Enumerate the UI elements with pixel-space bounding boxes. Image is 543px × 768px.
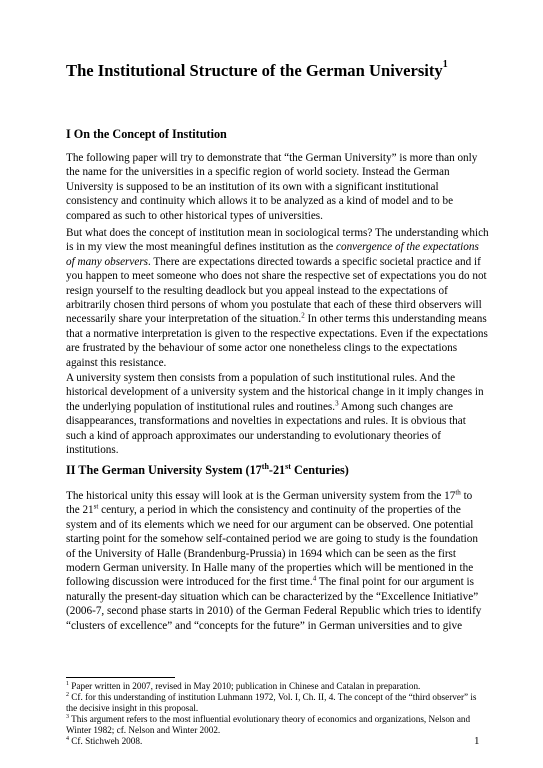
footnote-separator [66, 677, 175, 678]
superscript: st [93, 502, 99, 511]
text-line: “clusters of excellence” and “concepts for the future” in German universities and to give [66, 619, 463, 632]
footnote-text: Cf. Stichweh 2008. [69, 736, 143, 747]
superscript: th [261, 461, 269, 471]
text-line: The following paper will try to demonstrate that “the German University” is more than only [66, 152, 478, 164]
text-line [66, 503, 486, 517]
text-line: system and of its elements which we need for our argument can be observed. One potential [66, 518, 474, 531]
footnote-text: Cf. for this understanding of institution Luhmann 1972, Vol. I, Ch. II, 4. The concept of the “third observer” is [69, 692, 477, 703]
text-line: consistency and continuity which allows it to be analyzed as a kind of model and to be [66, 195, 454, 208]
footnote-ref-1: 1 [442, 59, 448, 71]
section-heading-2 [66, 463, 349, 478]
text-line: arbitrarily chosen third persons of whom you postulate that each of these third observers will [66, 298, 482, 311]
footnote-2 [66, 692, 496, 703]
superscript: st [285, 461, 291, 471]
footnote-ref-4: 4 [312, 574, 317, 583]
text-run: necessarily share your interpretation of the situation. [66, 313, 302, 326]
text-line: you happen to meet someone who does not share the respective set of expectations you do not [66, 270, 487, 283]
text-line: institutions. [66, 443, 119, 456]
text-run: the underlying population of institutional rules and routines. [66, 400, 336, 413]
paper-title-text: The Institutional Structure of the German University [66, 61, 443, 80]
emphasis-text: of many observers [66, 255, 149, 268]
text-run: In other terms this understanding means [304, 313, 487, 326]
text-line: compared as such to other historical types of universities. [66, 209, 323, 222]
footnote-1 [66, 681, 496, 692]
heading-text: Centuries) [290, 463, 349, 477]
text-line: But what does the concept of institution mean in sociological terms? The understanding which [66, 227, 489, 239]
paragraph-2 [66, 226, 489, 370]
footnote-number: 1 [66, 680, 69, 687]
text-line [66, 312, 486, 326]
text-line: (2006-7, second phase starts in 2010) of the German Federal Republic which tries to identify [66, 605, 482, 618]
text-line: historical development of a university system and the historical change in it imply changes in [66, 386, 484, 399]
footnote-4 [66, 736, 496, 747]
text-line: University is supposed to be an institution of its own with a significant institutional [66, 180, 439, 193]
text-line: disappearances, transformations and novelties in expectations and rules. It is obvious that [66, 415, 466, 428]
text-line: naturally the present-day situation which can be characterized by the “Excellence Initiative” [66, 590, 479, 603]
text-line [66, 575, 486, 589]
text-run: The final point for our argument is [316, 576, 474, 589]
text-run: to [460, 490, 473, 502]
text-run: following discussion were introduced for the first time. [66, 576, 313, 589]
footnote-2-cont: the decisive insight in this proposal. [66, 703, 199, 714]
paper-title [66, 61, 448, 81]
text-run: Among such changes are [338, 400, 453, 413]
text-line [66, 400, 486, 414]
text-line [66, 240, 486, 254]
text-line: starting point for the somehow self-contained period we are going to study is the foundation [66, 533, 478, 546]
footnote-number: 3 [66, 714, 69, 721]
footnote-text: This argument refers to the most influential evolutionary theory of economics and organizations, Nelson and [69, 714, 471, 725]
paragraph-3 [66, 371, 486, 457]
text-line: are frustrated by the behaviour of some actor one nonetheless clings to the expectations [66, 342, 458, 355]
text-line: A university system then consists from a population of such institutional rules. And the [66, 372, 456, 384]
footnote-ref-2: 2 [301, 311, 305, 320]
footnotes [66, 681, 496, 748]
footnote-3-cont: Winter 1982; cf. Nelson and Winter 2002. [66, 725, 221, 736]
footnote-number: 2 [66, 692, 69, 699]
superscript: th [455, 488, 461, 497]
text-run: the 21 [66, 504, 94, 517]
emphasis-text: convergence of the expectations [336, 241, 479, 254]
text-line: modern German university. In Halle many of the properties which will be mentioned in the [66, 561, 474, 574]
text-run: century, a period in which the consistency and continuity of the properties of the [98, 504, 461, 517]
text-line: against this resistance. [66, 356, 167, 369]
footnote-3 [66, 714, 496, 725]
text-line [66, 489, 486, 503]
text-run: is in my view the most meaningful defines institution as the [66, 241, 337, 254]
text-line: of the University of Halle (Brandenburg-Prussia) in 1694 which can be seen as the first [66, 547, 457, 560]
text-run: The historical unity this essay will look at is the German university system from the 17 [66, 490, 456, 502]
section-heading-1: I On the Concept of Institution [66, 127, 227, 141]
text-line: that a normative interpretation is given to the respective expectations. Even if the expectations [66, 327, 488, 340]
text-line [66, 255, 486, 269]
text-run: . There are expectations directed towards a specific societal practice and if [148, 255, 481, 268]
text-line: the name for the universities in a specific region of world society. Instead the German [66, 166, 450, 179]
text-line: such a kind of approach approximates our understanding to evolutionary theories of [66, 429, 441, 442]
paragraph-4 [66, 489, 486, 633]
heading-text: II The German University System (17 [66, 463, 262, 477]
footnote-text: Paper written in 2007, revised in May 2010; publication in Chinese and Catalan in preparation. [69, 681, 421, 691]
footnote-number: 4 [66, 736, 69, 743]
heading-text: -21 [268, 463, 286, 477]
page-number: 1 [474, 735, 480, 747]
text-line: resign yourself to the resulting deadlock but you appeal instead to the expectations of [66, 284, 448, 297]
paragraph-1 [66, 151, 486, 223]
footnote-ref-3: 3 [335, 399, 339, 408]
